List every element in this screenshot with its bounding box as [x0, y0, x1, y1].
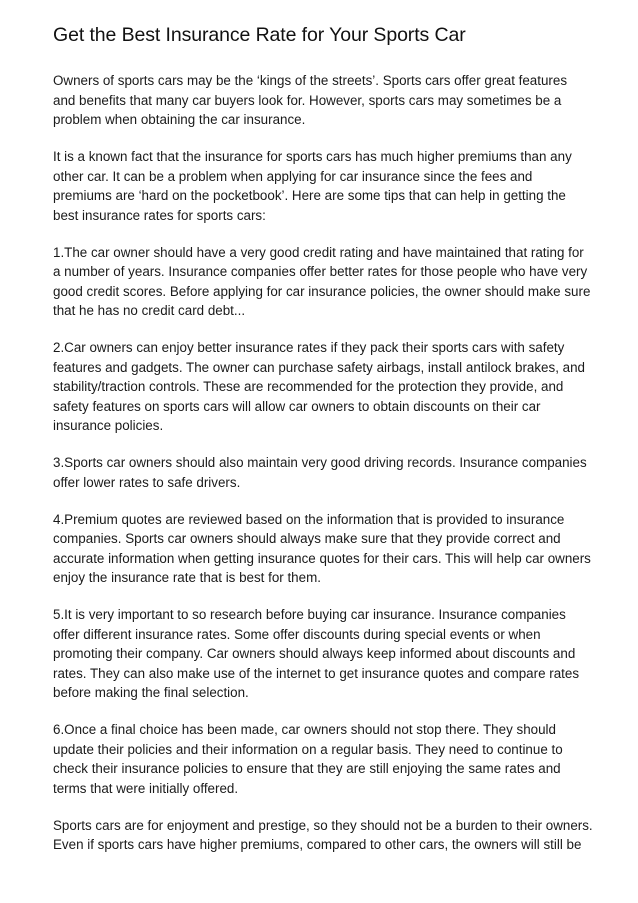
paragraph-tip-3: 3.Sports car owners should also maintain very good driving records. Insurance companies offer lower rates to safe drivers. — [53, 455, 587, 490]
paragraph-intro: Owners of sports cars may be the ‘kings of the streets’. Sports cars offer great features and benefits that many car buyers look for. However, sports cars may sometimes be a problem when obtaining the car insurance. — [53, 73, 568, 127]
paragraph-tip-1: 1.The car owner should have a very good credit rating and have maintained that rating for a number of years. Insurance companies offer better rates for those people who have very good credit scores. Before applying for car insurance policies, the owner should make sure that he has no credit card debt... — [53, 244, 591, 318]
paragraph-tip-2: 2.Car owners can enjoy better insurance rates if they pack their sports cars with safety features and gadgets. The owner can purchase safety airbags, install antilock brakes, and stability/traction controls. These are recommended for the protection they provide, and safety features on sports cars will allow car owners to obtain discounts on their car insurance policies. — [53, 340, 585, 433]
article — [53, 22, 593, 872]
paragraph-conclusion: Sports cars are for enjoyment and prestige, so they should not be a burden to their owners. Even if sports cars have higher premiums, compared to other cars, the owners will still be — [53, 817, 593, 852]
paragraph-tip-6: 6.Once a final choice has been made, car owners should not stop there. They should update their policies and their information on a regular basis. They need to continue to check their insurance policies to ensure that they are still enjoying the same rates and terms that were initially offered. — [53, 722, 563, 796]
paragraph-tip-4: 4.Premium quotes are reviewed based on the information that is provided to insurance companies. Sports car owners should always make sure that they provide correct and accurate information when getting insurance quotes for their cars. This will help car owners enjoy the insurance rate that is best for them. — [53, 511, 591, 585]
paragraph-tip-5: 5.It is very important to so research before buying car insurance. Insurance companies offer different insurance rates. Some offer discounts during special events or when promoting their company. Car owners should always keep informed about discounts and rates. They can also make use of the internet to get insurance quotes and compare rates before making the final selection. — [53, 607, 580, 700]
article-title: Get the Best Insurance Rate for Your Sports Car — [53, 24, 466, 46]
paragraph-known-fact: It is a known fact that the insurance for sports cars has much higher premiums than any other car. It can be a problem when applying for car insurance since the fees and premiums are ‘hard on the pocketbook’. Here are some tips that can help in getting the best insurance rates for sports cars: — [53, 149, 572, 223]
